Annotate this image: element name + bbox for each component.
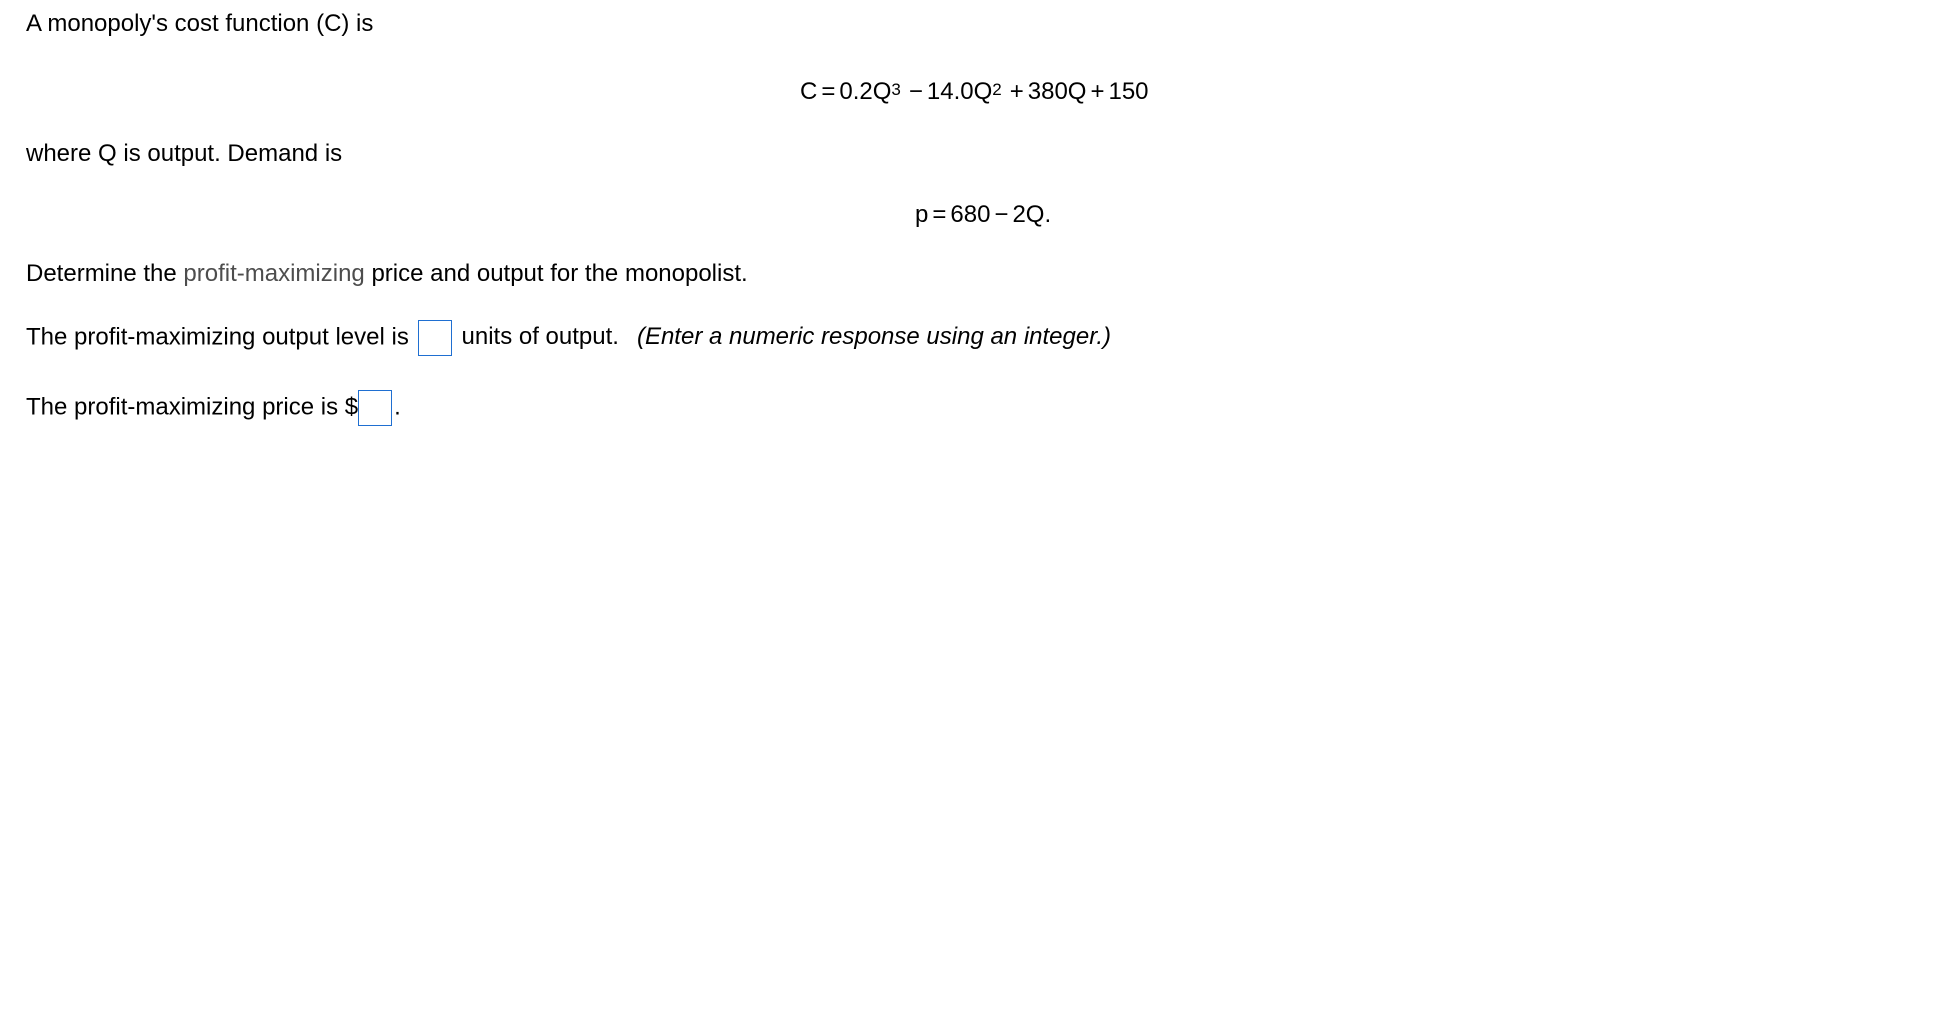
cost-equation [800,78,1149,106]
glossary-term-profit-maximizing[interactable]: profit-maximizing [183,260,365,287]
cost-eq-plus-2: + [1090,78,1105,105]
demand-eq-constant: 680 [950,201,991,228]
cost-eq-plus-1: + [1009,78,1024,105]
q1-hint: (Enter a numeric response using an integer.) [636,323,1111,351]
task-statement [26,260,748,288]
price-input[interactable] [358,390,392,426]
q1-suffix: units of output. [461,323,619,351]
cost-eq-minus: − [908,78,923,105]
demand-eq-sign: = [932,201,947,228]
cost-term-3: 380Q [1027,78,1087,105]
demand-intro: where Q is output. Demand is [26,140,343,167]
demand-eq-lhs: p [915,201,929,228]
cost-term-2: 14.0Q [926,78,993,105]
task-prefix: Determine the [26,260,184,287]
question-output-level [26,320,1111,356]
q2-suffix: . [394,393,401,421]
demand-eq-slope-term: 2Q. [1012,201,1052,228]
task-suffix: price and output for the monopolist. [364,260,748,287]
question-price [26,390,401,426]
cost-term-1: 0.2Q [839,78,892,105]
demand-eq-minus: − [994,201,1009,228]
q2-prefix: The profit-maximizing price is $ [26,393,359,421]
cost-term-1-exponent: 3 [891,80,901,99]
q1-prefix: The profit-maximizing output level is [26,323,409,351]
output-level-input[interactable] [418,320,452,356]
demand-equation [915,201,1051,229]
cost-eq-sign: = [821,78,836,105]
cost-term-2-exponent: 2 [992,80,1002,99]
problem-intro: A monopoly's cost function (C) is [26,10,374,37]
cost-eq-lhs: C [800,78,818,105]
cost-term-4: 150 [1108,78,1149,105]
